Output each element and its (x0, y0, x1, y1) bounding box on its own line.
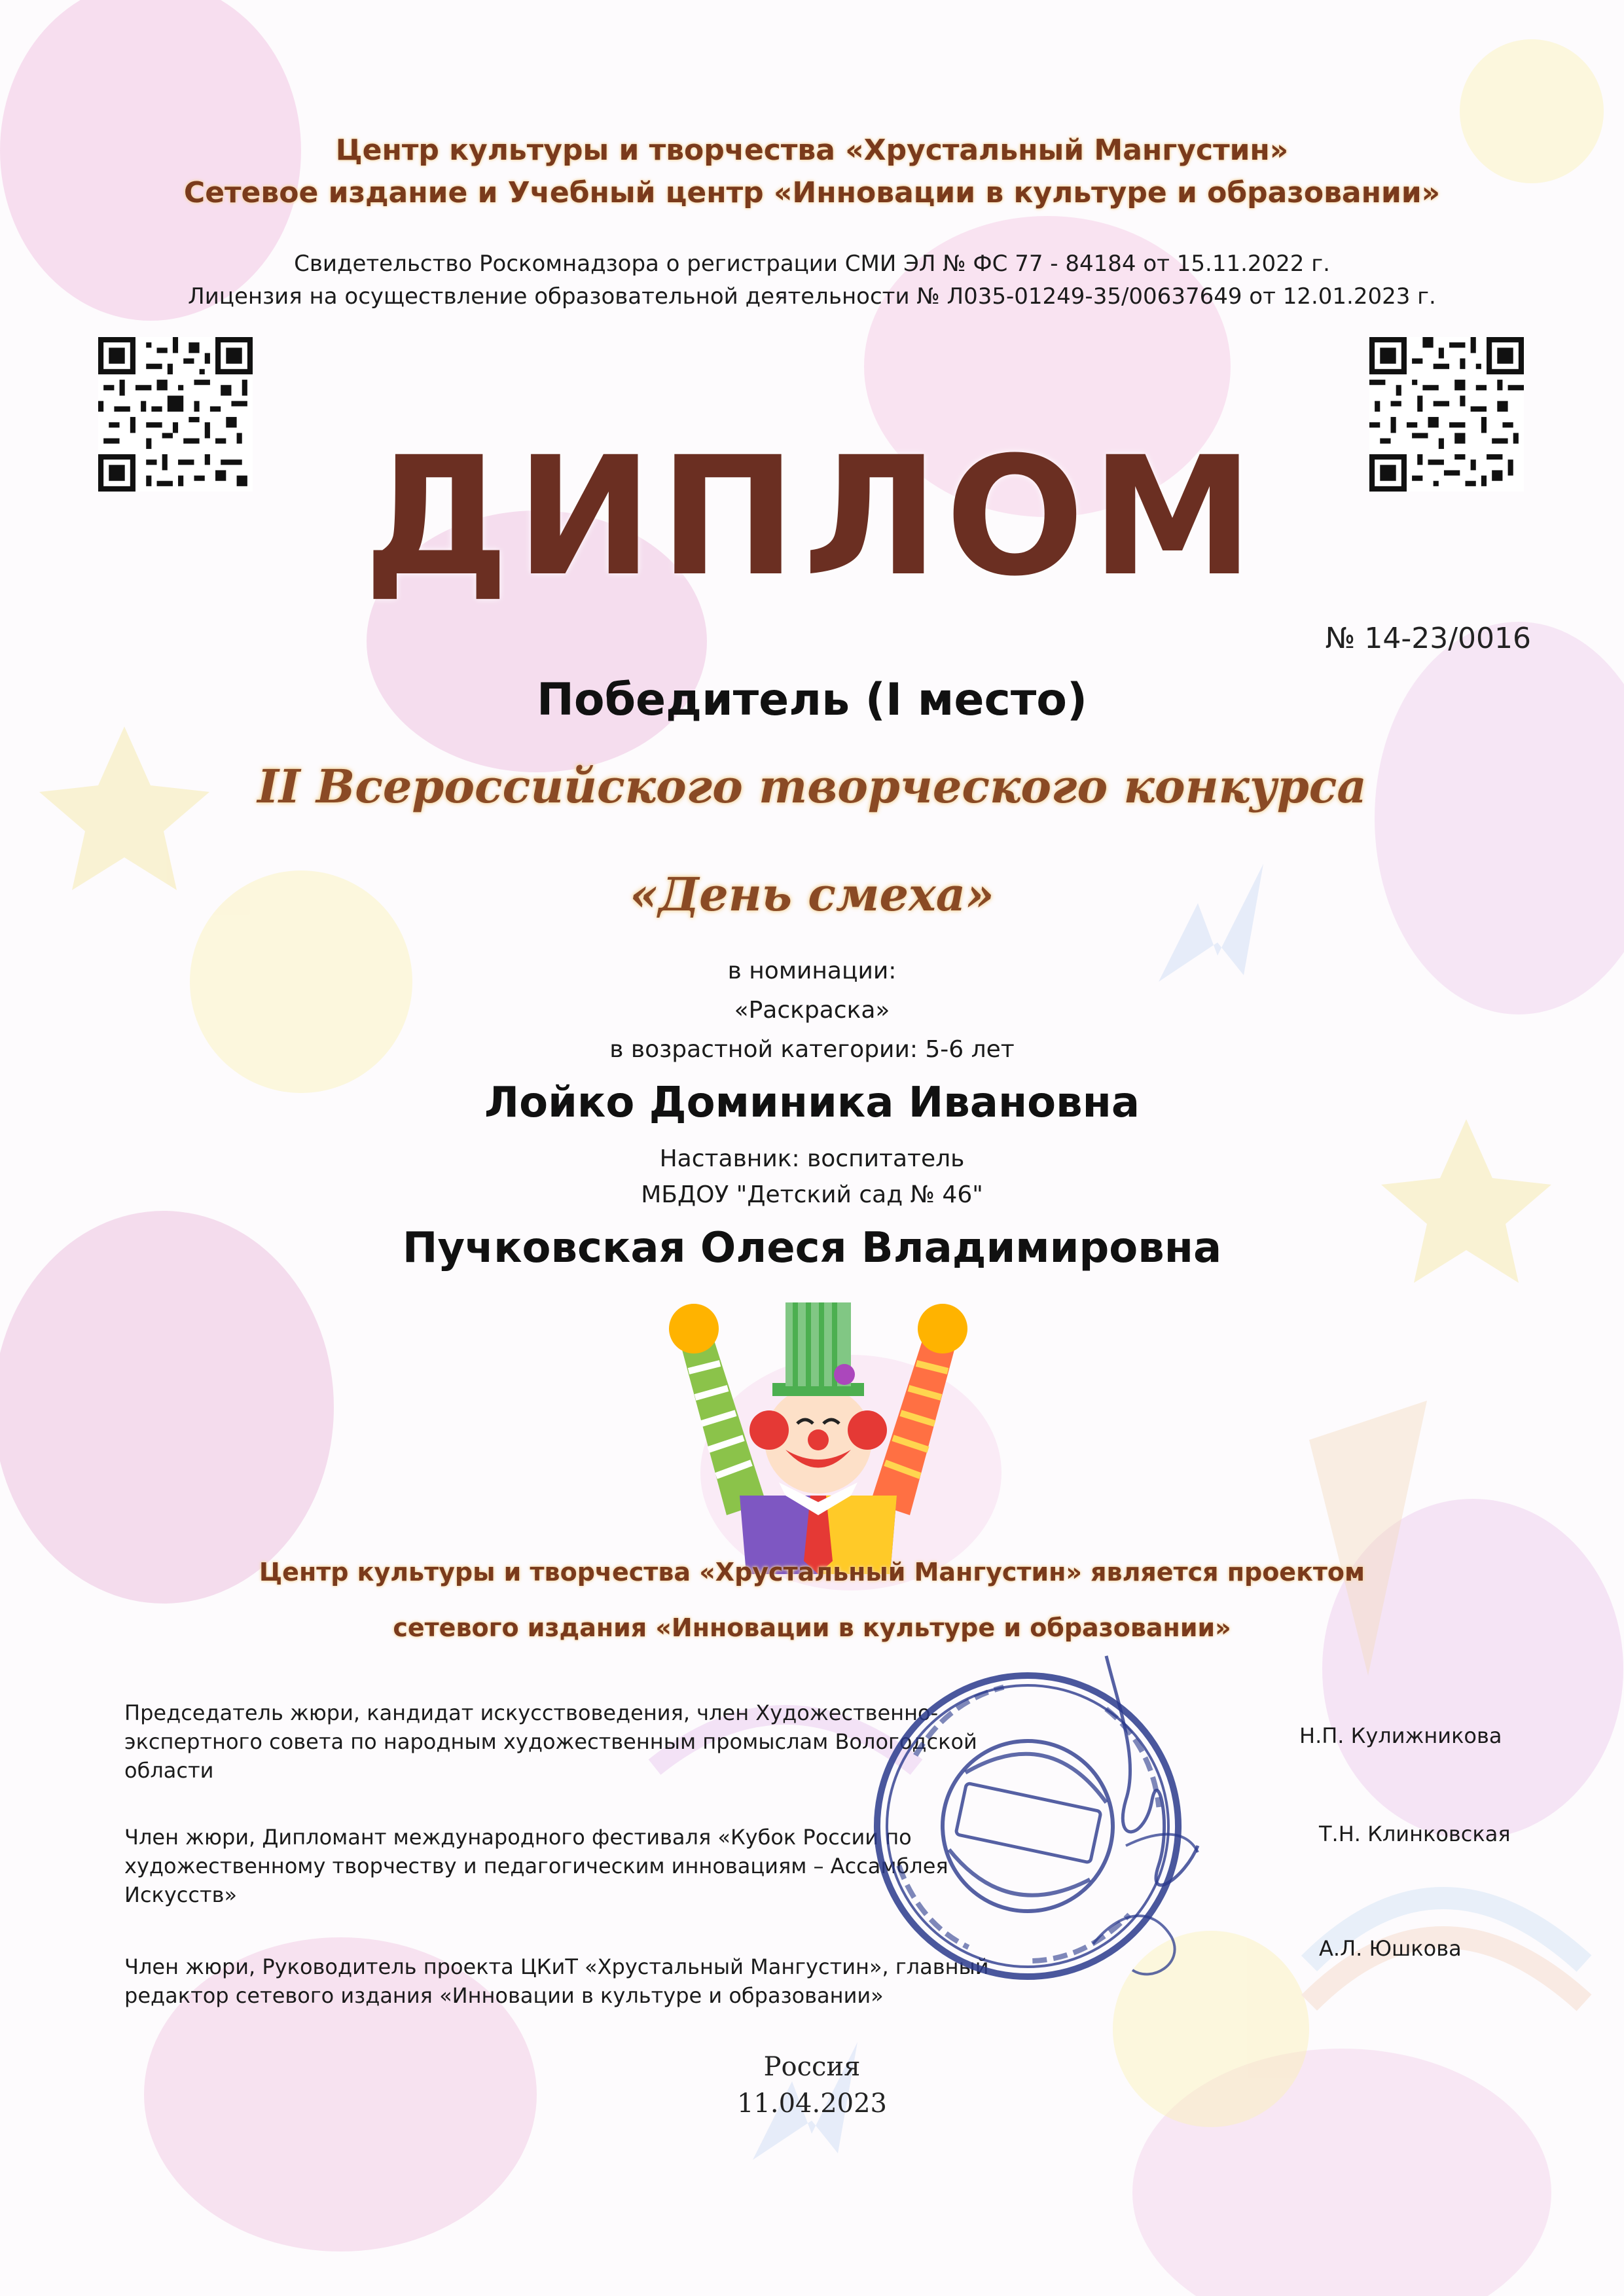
organization-stamp (844, 1630, 1211, 2036)
project-line-2: сетевого издания «Инновации в культуре и образовании» (393, 1613, 1231, 1642)
jury-name-2: Т.Н. Клинковская (1319, 1821, 1511, 1846)
org-line-1: Центр культуры и творчества «Хрустальный Мангустин» (335, 134, 1289, 167)
jury-role-3: Член жюри, Руководитель проекта ЦКиТ «Хрустальный Мангустин», главный редактор сетевого издания «Инновации в культуре и образовании» (124, 1954, 989, 2008)
registration-line-2: Лицензия на осуществление образовательной деятельности № Л035-01249-35/00637649 от 12.01.2023 г. (188, 283, 1436, 310)
diploma-title: ДИПЛОМ (363, 422, 1261, 612)
mentor-label: Наставник: воспитатель (659, 1145, 965, 1172)
jury-name-1: Н.П. Кулижникова (1299, 1723, 1502, 1748)
jury-name-3: А.Л. Юшкова (1319, 1936, 1462, 1961)
footer-country: Россия (763, 2052, 861, 2082)
org-line-2: Сетевое издание и Учебный центр «Инновации в культуре и образовании» (183, 176, 1441, 209)
participant-name: Лойко Доминика Ивановна (484, 1079, 1140, 1127)
project-line-1: Центр культуры и творчества «Хрустальный Мангустин» является проектом (259, 1558, 1365, 1587)
jury-role-1: Председатель жюри, кандидат искусствоведения, член Художественно-экспертного совета по народным художественным промыслам Вологодской области (124, 1700, 977, 1783)
contest-line: II Всероссийского творческого конкурса (257, 759, 1367, 814)
jury-role-2: Член жюри, Дипломант международного фестиваля «Кубок России по художественному творчеству и педагогическим инновациям – Ассамблея Искусств» (124, 1825, 948, 1907)
age-category: в возрастной категории: 5-6 лет (609, 1036, 1015, 1063)
diploma-number: № 14-23/0016 (1325, 622, 1531, 655)
institution-name: МБДОУ "Детский сад № 46" (641, 1181, 983, 1208)
registration-line-1: Свидетельство Роскомнадзора о регистрации СМИ ЭЛ № ФС 77 - 84184 от 15.11.2022 г. (294, 251, 1330, 277)
nomination-label: в номинации: (727, 958, 897, 984)
footer-date: 11.04.2023 (736, 2089, 888, 2119)
award-title: Победитель (I место) (536, 674, 1088, 726)
contest-name: «День смеха» (630, 867, 994, 922)
clown-illustration (655, 1299, 982, 1574)
mentor-name: Пучковская Олеся Владимировна (402, 1224, 1222, 1272)
nomination-value: «Раскраска» (734, 997, 890, 1024)
